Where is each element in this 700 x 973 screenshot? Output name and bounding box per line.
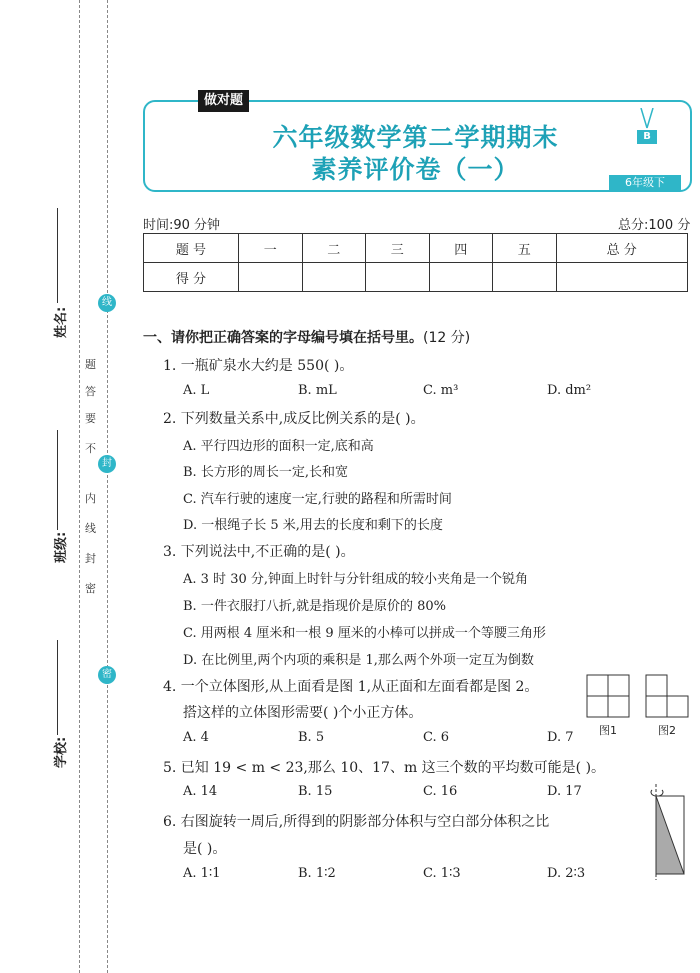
seal-char: 题: [85, 358, 96, 371]
score-table-score-row: [144, 263, 688, 292]
question-4-option-b: B. 5: [298, 730, 325, 745]
score-cell[interactable]: [239, 263, 303, 292]
score-cell[interactable]: [493, 263, 557, 292]
question-4-option-d: D. 7: [547, 730, 574, 745]
question-2-option-c: C. 汽车行驶的速度一定,行驶的路程和所需时间: [183, 492, 452, 507]
question-4-option-a: A. 4: [183, 730, 209, 745]
score-table-header-cell: 题 号: [144, 234, 239, 263]
question-4-stem-continued: 搭这样的立体图形需要( )个小正方体。: [183, 705, 423, 721]
question-2-option-a: A. 平行四边形的面积一定,底和高: [183, 439, 374, 454]
question-5-option-d: D. 17: [547, 784, 582, 799]
question-3-option-a: A. 3 时 30 分,钟面上时针与分针组成的较小夹角是一个锐角: [183, 572, 528, 587]
question-5-stem: 5. 已知 19 < m < 23,那么 10、17、m 这三个数的平均数可能是( )。: [163, 760, 606, 776]
score-table-header-cell: 四: [429, 234, 493, 263]
score-cell[interactable]: [429, 263, 493, 292]
section-title-text: 一、请你把正确答案的字母编号填在括号里。: [143, 330, 423, 346]
question-1-stem: 1. 一瓶矿泉水大约是 550( )。: [163, 358, 354, 374]
grade-tab: 6年级下: [609, 175, 681, 191]
seal-char: 要: [85, 412, 96, 425]
question-2-stem: 2. 下列数量关系中,成反比例关系的是( )。: [163, 411, 425, 427]
seal-circle-xian: 线: [98, 294, 116, 312]
question-4-option-c: C. 6: [423, 730, 450, 745]
seal-circle-mi: 密: [98, 666, 116, 684]
seal-char: 封: [85, 552, 96, 565]
figure-1-top-view: [586, 674, 630, 718]
seal-char: 不: [85, 442, 96, 455]
level-badge: B: [637, 130, 657, 144]
seal-circle-feng: 封: [98, 455, 116, 473]
question-3-stem: 3. 下列说法中,不正确的是( )。: [163, 544, 355, 560]
rotation-figure: [648, 782, 688, 882]
score-table-header-cell: 一: [239, 234, 303, 263]
score-cell[interactable]: [302, 263, 366, 292]
question-6-option-b: B. 1∶2: [298, 866, 336, 881]
paper-title-line2: 素养评价卷（一）: [311, 155, 520, 184]
score-table-header-cell: 五: [493, 234, 557, 263]
question-5-option-c: C. 16: [423, 784, 458, 799]
score-table-header-cell: 三: [366, 234, 430, 263]
figure-1-label: 图1: [599, 724, 617, 737]
zuoduiti-badge: 做对题: [198, 90, 249, 112]
seal-char: 密: [85, 582, 96, 595]
score-table-header-cell: 总 分: [556, 234, 688, 263]
question-6-option-c: C. 1∶3: [423, 866, 461, 881]
question-6-stem: 6. 右图旋转一周后,所得到的阴影部分体积与空白部分体积之比: [163, 814, 550, 830]
question-3-option-d: D. 在比例里,两个内项的乘积是 1,那么两个外项一定互为倒数: [183, 653, 534, 668]
score-table: [143, 233, 688, 292]
question-5-option-a: A. 14: [183, 784, 218, 799]
exam-time: 时间:90 分钟: [143, 218, 221, 233]
question-6-option-a: A. 1∶1: [183, 866, 221, 881]
question-5-option-b: B. 15: [298, 784, 333, 799]
school-blank-line: [57, 640, 58, 735]
class-blank-line: [57, 430, 58, 530]
paper-title-line1: 六年级数学第二学期期末: [272, 123, 559, 152]
total-score: 总分:100 分: [618, 218, 691, 233]
binding-line-inner: [107, 0, 108, 973]
score-cell[interactable]: [366, 263, 430, 292]
section-title: [143, 327, 470, 347]
score-table-header-cell: 二: [302, 234, 366, 263]
seal-char: 内: [85, 492, 96, 505]
question-6-option-d: D. 2∶3: [547, 866, 586, 881]
question-1-option-c: C. m³: [423, 383, 459, 398]
figure-2-label: 图2: [658, 724, 676, 737]
question-1-option-a: A. L: [183, 383, 210, 398]
name-blank-line: [57, 208, 58, 303]
name-label: 姓名:: [54, 306, 69, 338]
figure-2-front-view: [645, 674, 689, 718]
school-label: 学校:: [54, 736, 69, 768]
question-4-stem: 4. 一个立体图形,从上面看是图 1,从正面和左面看都是图 2。: [163, 679, 539, 695]
question-3-option-b: B. 一件衣服打八折,就是指现价是原价的 80%: [183, 599, 446, 614]
score-cell[interactable]: [556, 263, 688, 292]
question-2-option-b: B. 长方形的周长一定,长和宽: [183, 465, 348, 480]
class-label: 班级:: [54, 531, 69, 563]
seal-char: 答: [85, 385, 96, 398]
seal-char: 线: [85, 522, 96, 535]
section-points: (12 分): [423, 330, 471, 346]
question-6-stem-continued: 是( )。: [183, 841, 227, 857]
binding-line-outer: [79, 0, 80, 973]
question-1-option-b: B. mL: [298, 383, 337, 398]
question-2-option-d: D. 一根绳子长 5 米,用去的长度和剩下的长度: [183, 518, 443, 533]
badge-hanger-icon: [635, 108, 659, 132]
question-3-option-c: C. 用两根 4 厘米和一根 9 厘米的小棒可以拼成一个等腰三角形: [183, 626, 546, 641]
score-row-label: 得 分: [144, 263, 239, 292]
score-table-header-row: [144, 234, 688, 263]
question-1-option-d: D. dm²: [547, 383, 592, 398]
